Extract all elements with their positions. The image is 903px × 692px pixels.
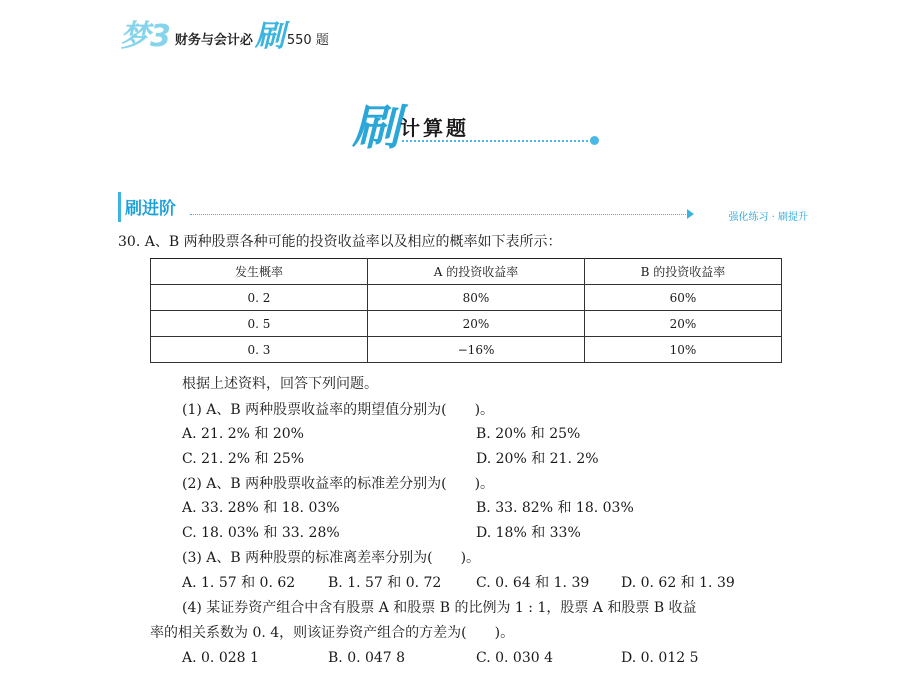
table-cell: 0. 2 xyxy=(151,285,368,311)
section-accent-bar xyxy=(118,192,121,222)
chapter-brush-glyph: 刷 xyxy=(352,100,401,156)
table-cell: −16% xyxy=(368,337,585,363)
subquestion-1-option-b[interactable]: B. 20% 和 25% xyxy=(476,426,581,442)
table-header-cell: A 的投资收益率 xyxy=(368,259,585,285)
running-header xyxy=(120,14,329,54)
subquestion-3-prompt: (3) A、B 两种股票的标准离差率分别为( )。 xyxy=(182,550,481,566)
subquestion-2-option-b[interactable]: B. 33. 82% 和 18. 03% xyxy=(476,500,634,516)
question-intro: 根据上述资料，回答下列问题。 xyxy=(182,376,378,392)
subquestion-3-option-c[interactable]: C. 0. 64 和 1. 39 xyxy=(476,575,590,591)
chapter-label: 计算题 xyxy=(400,116,469,140)
table-cell: 60% xyxy=(585,285,782,311)
subquestion-3-option-a[interactable]: A. 1. 57 和 0. 62 xyxy=(182,575,296,591)
header-brush-glyph: 刷 xyxy=(254,19,285,54)
subquestion-1-option-d[interactable]: D. 20% 和 21. 2% xyxy=(476,451,599,467)
subquestion-3-option-d[interactable]: D. 0. 62 和 1. 39 xyxy=(621,575,735,591)
subquestion-4-option-b[interactable]: B. 0. 047 8 xyxy=(328,650,406,666)
subquestion-4-prompt-line2: 率的相关系数为 0. 4，则该证券资产组合的方差为( )。 xyxy=(150,625,515,641)
subquestion-2-option-a[interactable]: A. 33. 28% 和 18. 03% xyxy=(182,500,340,516)
chapter-underline xyxy=(402,140,592,142)
subquestion-1-prompt: (1) A、B 两种股票收益率的期望值分别为( )。 xyxy=(182,402,495,418)
table-header-cell: 发生概率 xyxy=(151,259,368,285)
table-cell: 20% xyxy=(368,311,585,337)
subquestion-2-option-d[interactable]: D. 18% 和 33% xyxy=(476,525,581,541)
section-subtitle: 强化练习 · 刷提升 xyxy=(728,212,808,223)
table-row xyxy=(151,311,782,337)
table-cell: 0. 3 xyxy=(151,337,368,363)
section-dotted-guide xyxy=(190,214,686,215)
header-dream-glyph: 梦 xyxy=(120,19,150,54)
subquestion-2-option-c[interactable]: C. 18. 03% 和 33. 28% xyxy=(182,525,340,541)
table-cell: 10% xyxy=(585,337,782,363)
header-count: 550 题 xyxy=(286,33,329,48)
chapter-underline-dot xyxy=(590,136,599,145)
section-banner xyxy=(118,190,808,224)
subquestion-2-prompt: (2) A、B 两种股票收益率的标准差分别为( )。 xyxy=(182,476,495,492)
table-cell: 20% xyxy=(585,311,782,337)
subquestion-1-option-a[interactable]: A. 21. 2% 和 20% xyxy=(182,426,304,442)
subquestion-1-option-c[interactable]: C. 21. 2% 和 25% xyxy=(182,451,305,467)
question-stem: 30. A、B 两种股票各种可能的投资收益率以及相应的概率如下表所示： xyxy=(118,234,562,250)
subquestion-4-option-a[interactable]: A. 0. 028 1 xyxy=(182,650,259,666)
table-header-row xyxy=(151,259,782,285)
subquestion-3-option-b[interactable]: B. 1. 57 和 0. 72 xyxy=(328,575,442,591)
section-arrow-icon xyxy=(687,209,694,219)
subquestion-4-prompt-line1: (4) 某证券资产组合中含有股票 A 和股票 B 的比例为 1 : 1，股票 A 和股票 B 收益 xyxy=(182,600,697,616)
table-row xyxy=(151,337,782,363)
table-header-cell: B 的投资收益率 xyxy=(585,259,782,285)
header-subject: 财务与会计必 xyxy=(174,33,253,48)
table-row xyxy=(151,285,782,311)
table-cell: 80% xyxy=(368,285,585,311)
subquestion-4-option-c[interactable]: C. 0. 030 4 xyxy=(476,650,553,666)
table-cell: 0. 5 xyxy=(151,311,368,337)
header-volume-number: 3 xyxy=(150,19,171,54)
probability-table xyxy=(150,258,782,363)
subquestion-4-option-d[interactable]: D. 0. 012 5 xyxy=(621,650,699,666)
section-name: 刷进阶 xyxy=(125,199,176,219)
